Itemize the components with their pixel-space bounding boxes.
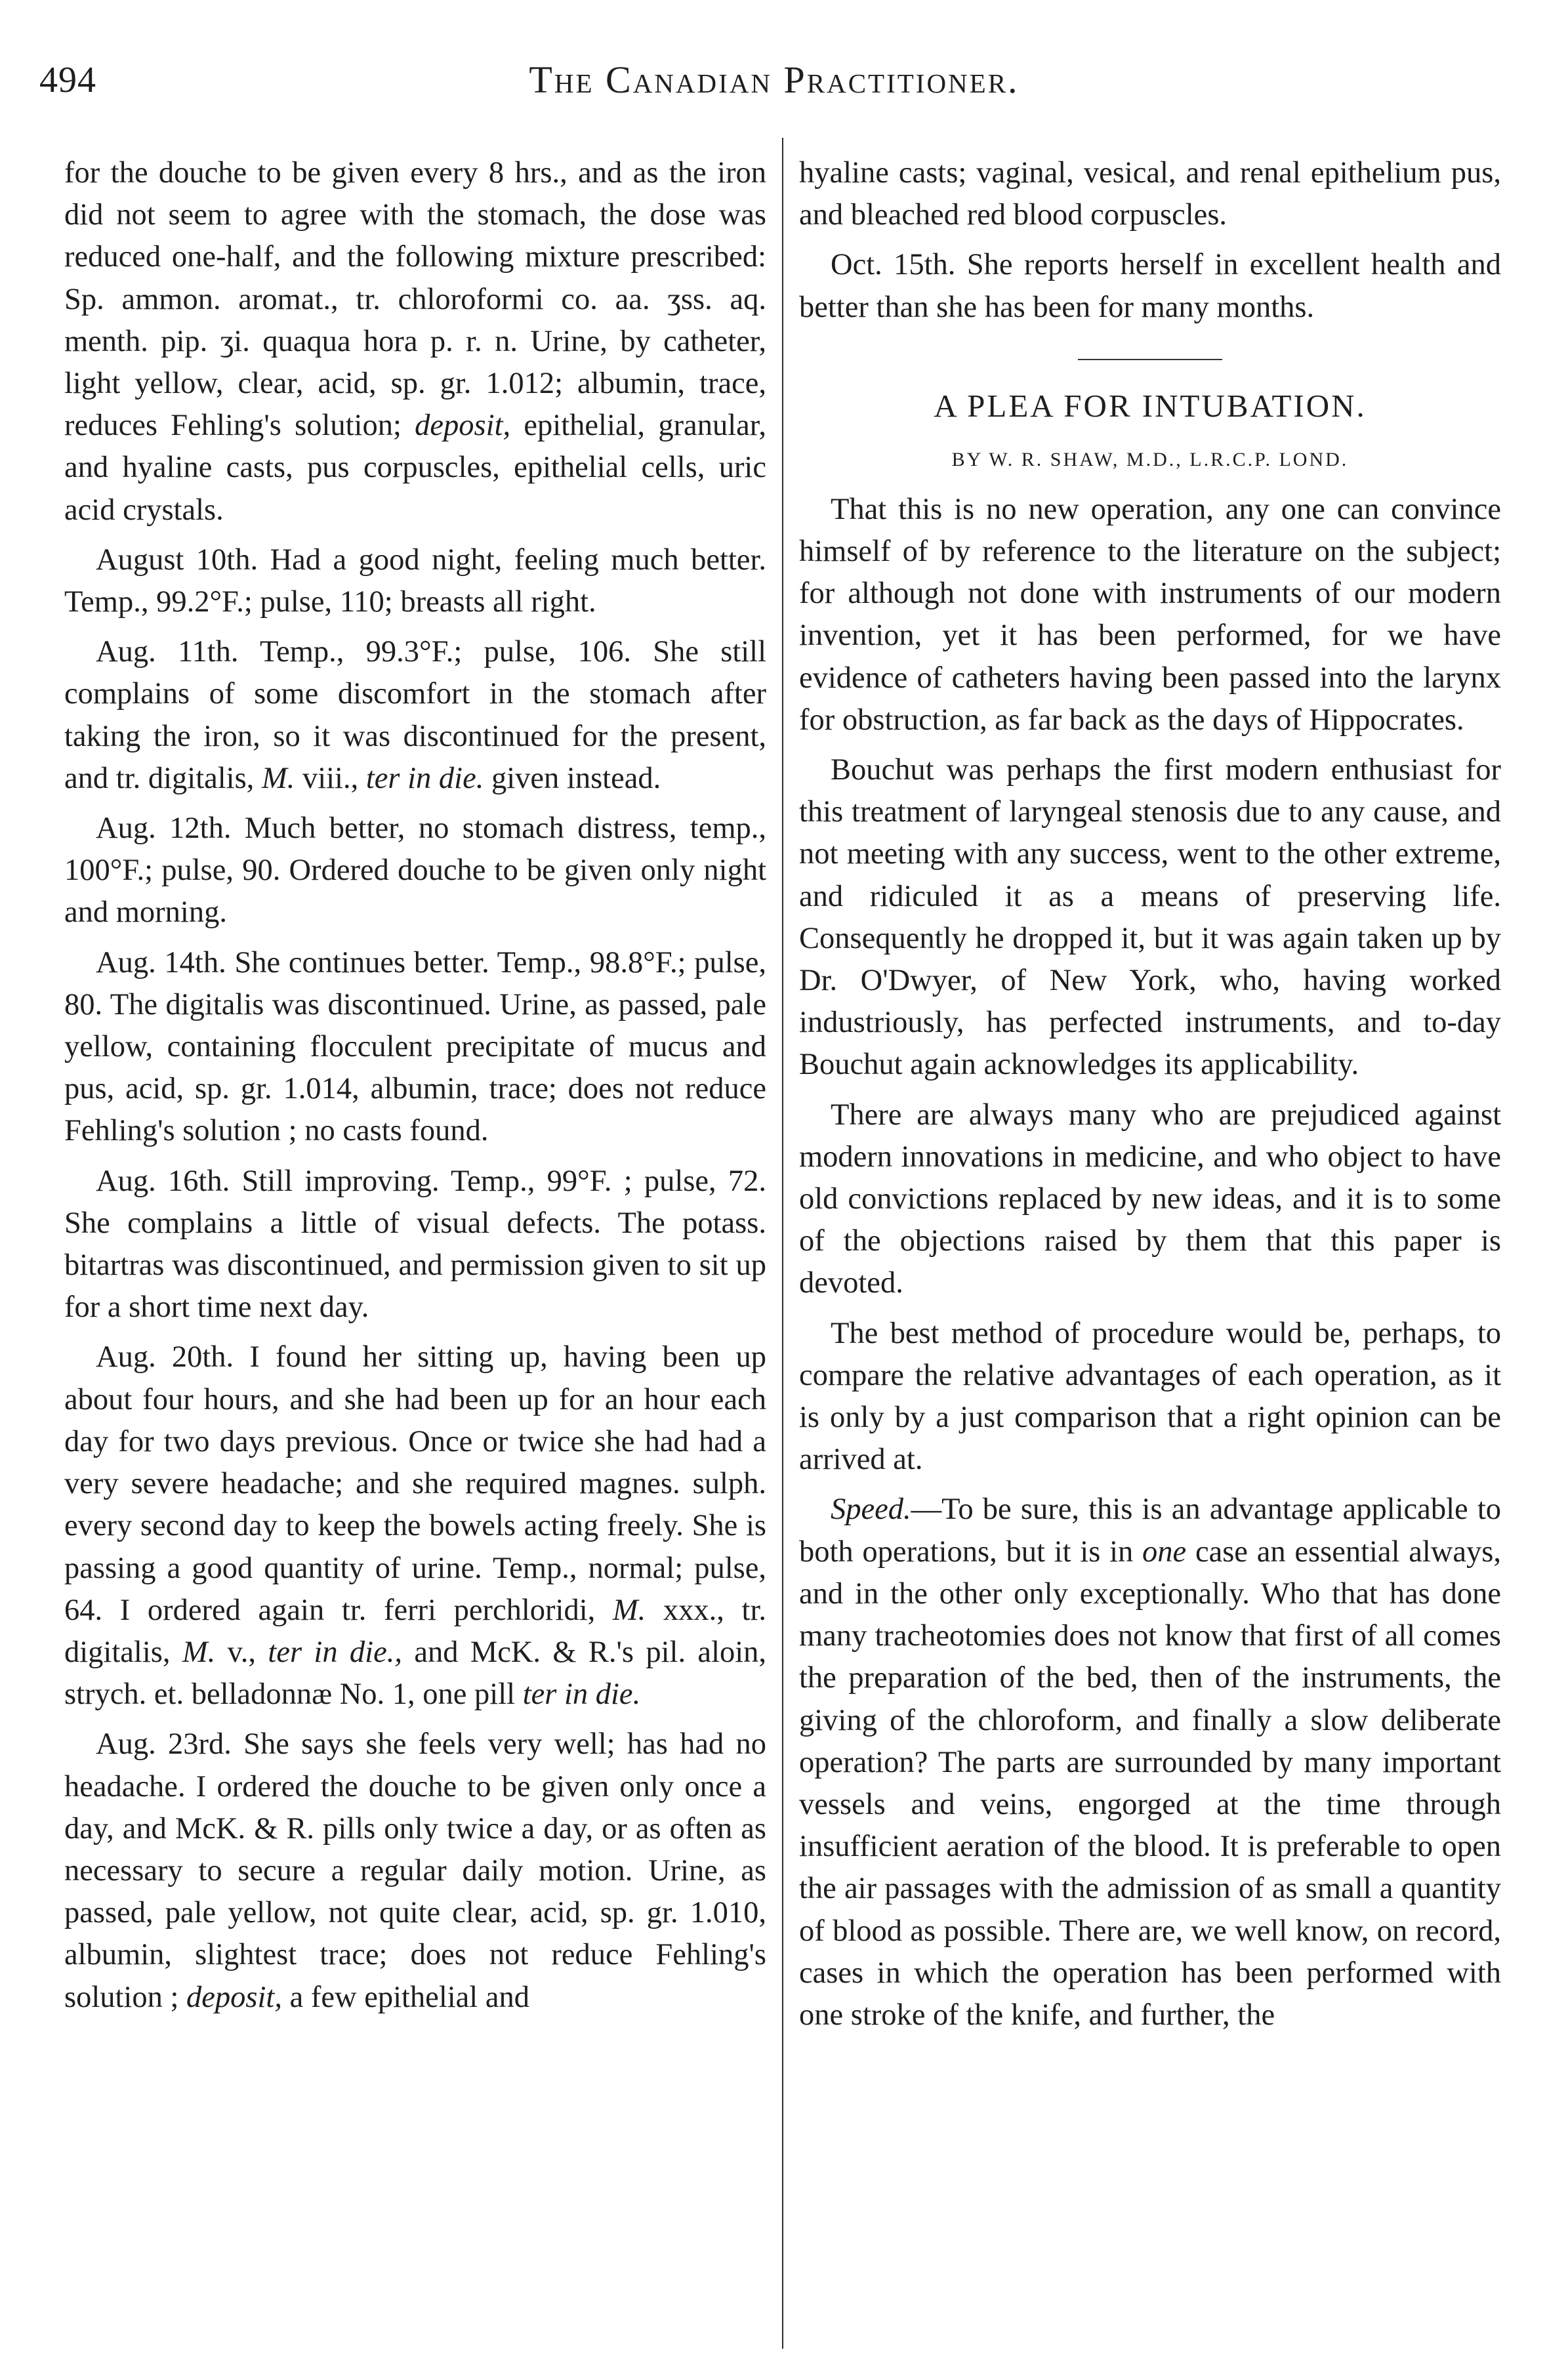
paragraph-text: case an essential always, and in the other only exceptionally. Who that has done many tracheotomies does not know that first of all comes the preparation of the bed, then of the instruments, the giving of the chloroform, and finally a slow deliberate operation? The parts are surrounded by many important vessels and veins, engorged at the time through insufficient aeration of the blood. It is preferable to open the air passages with the admission of as small a quantity of blood as possible. There are, we well know, on record, cases in which the operation has been performed with one stroke of the knife, and further, the bbox=[799, 1535, 1501, 2032]
paragraph bbox=[799, 1489, 1501, 2036]
paragraph bbox=[64, 1723, 766, 2018]
paragraph: Aug. 16th. Still improving. Temp., 99°F. ; pulse, 72. She complains a little of visual defects. The potass. bitartras was discontinued, and permission given to sit up for a short time next day. bbox=[64, 1164, 766, 1325]
paragraph-text: Aug. 20th. I found her sitting up, having been up about four hours, and she had been up for an hour each day for two days previous. Once or twice she had had a very severe headache; and she required magnes. sulph. every second day to keep the bowels acting freely. She is passing a good quantity of urine. Temp., normal; pulse, 64. I ordered again tr. ferri perchloridi, bbox=[64, 1340, 766, 1627]
running-title: The Canadian Practitioner. bbox=[529, 58, 1020, 101]
section-divider bbox=[1078, 359, 1222, 360]
paragraph: August 10th. Had a good night, feeling much better. Temp., 99.2°F.; pulse, 110; breasts all right. bbox=[64, 543, 766, 619]
paragraph bbox=[64, 631, 766, 800]
left-column bbox=[64, 152, 766, 2019]
italic-text: deposit, bbox=[415, 409, 511, 443]
paragraph-text: xxx., tr. digitalis, bbox=[64, 1593, 766, 1669]
italic-text: Speed. bbox=[831, 1493, 911, 1527]
paragraph bbox=[64, 1336, 766, 1716]
paragraph bbox=[64, 152, 766, 531]
paragraph-text: for the douche to be given every 8 hrs., and as the iron did not seem to agree with the stomach, the dose was reduced one-half, and the following mixture prescribed: Sp. ammon. aromat., tr. chloroformi co. aa. ʒss. aq. menth. pip. ʒi. quaqua hora p. r. n. Urine, by catheter, light yellow, clear, acid, sp. gr. 1.012; albumin, trace, reduces Fehling's solution; bbox=[64, 156, 766, 443]
paragraph: There are always many who are prejudiced against modern innovations in medicine, and who object to have old convictions replaced by new ideas, and it is to some of the objections raised by them that this paper is devoted. bbox=[799, 1098, 1501, 1300]
paragraph: Aug. 12th. Much better, no stomach distress, temp., 100°F.; pulse, 90. Ordered douche to be given only night and morning. bbox=[64, 812, 766, 930]
paragraph-text: Aug. 11th. Temp., 99.3°F.; pulse, 106. She still complains of some discomfort in the stomach after taking the iron, so it was discontinued for the present, and tr. digitalis, bbox=[64, 635, 766, 795]
italic-text: ter in die. bbox=[365, 761, 484, 795]
italic-text: deposit, bbox=[186, 1980, 282, 2014]
right-column bbox=[799, 152, 1501, 2036]
paragraph: Aug. 14th. She continues better. Temp., 98.8°F.; pulse, 80. The digitalis was discontinued. Urine, as passed, pale yellow, containing flocculent precipitate of mucus and pus, acid, sp. gr. 1.014, albumin, trace; does not reduce Fehling's solution ; no casts found. bbox=[64, 945, 766, 1148]
article-title: A PLEA FOR INTUBATION. bbox=[934, 387, 1367, 424]
paragraph-text: v., bbox=[227, 1635, 257, 1669]
paragraph: That this is no new operation, any one can convince himself of by reference to the literature on the subject; for although not done with instruments of our modern invention, yet it has been performed, for we have evidence of catheters having been passed into the larynx for obstruction, as far back as the days of Hippocrates. bbox=[799, 492, 1501, 737]
italic-text: M. bbox=[612, 1593, 646, 1627]
paragraph-text: epithelial, granular, and hyaline casts, pus corpuscles, epithelial cells, uric acid crystals. bbox=[64, 409, 766, 527]
paragraph-text: a few epithelial and bbox=[289, 1980, 529, 2014]
page-number: 494 bbox=[39, 60, 96, 100]
paragraph-text: viii., bbox=[302, 761, 359, 795]
article-byline: BY W. R. SHAW, M.D., L.R.C.P. LOND. bbox=[951, 448, 1349, 470]
italic-text: one bbox=[1142, 1535, 1187, 1569]
paragraph: hyaline casts; vaginal, vesical, and renal epithelium pus, and bleached red blood corpuscles. bbox=[799, 156, 1501, 232]
italic-text: M. bbox=[261, 761, 295, 795]
page-header bbox=[39, 52, 1509, 112]
italic-text: M. bbox=[182, 1635, 216, 1669]
paragraph-text: —To be sure, this is an advantage applicable to both operations, but it is in bbox=[799, 1493, 1501, 1569]
italic-text: ter in die. bbox=[522, 1678, 641, 1712]
paragraph: The best method of procedure would be, perhaps, to compare the relative advantages of each operation, as it is only by a just comparison that a right opinion can be arrived at. bbox=[799, 1316, 1501, 1477]
paragraph-text: Aug. 23rd. She says she feels very well; has had no headache. I ordered the douche to be given only once a day, and McK. & R. pills only twice a day, or as often as necessary to secure a regular daily motion. Urine, as passed, pale yellow, not quite clear, acid, sp. gr. 1.010, albumin, slightest trace; does not reduce Fehling's solution ; bbox=[64, 1727, 766, 2014]
paragraph-text: given instead. bbox=[491, 761, 661, 795]
paragraph-text: and McK. & R.'s pil. aloin, strych. et. belladonnæ No. 1, one pill bbox=[64, 1635, 767, 1712]
paragraph: Oct. 15th. She reports herself in excellent health and better than she has been for many months. bbox=[799, 248, 1501, 324]
column-divider bbox=[782, 138, 783, 2349]
paragraph: Bouchut was perhaps the first modern enthusiast for this treatment of laryngeal stenosis due to any cause, and not meeting with any success, went to the other extreme, and ridiculed it as a means of preserving life. Consequently he dropped it, but it was again taken up by Dr. O'Dwyer, of New York, who, having worked industriously, has perfected instruments, and to-day Bouchut again acknowledges its applicability. bbox=[799, 753, 1501, 1082]
italic-text: ter in die., bbox=[268, 1635, 402, 1669]
